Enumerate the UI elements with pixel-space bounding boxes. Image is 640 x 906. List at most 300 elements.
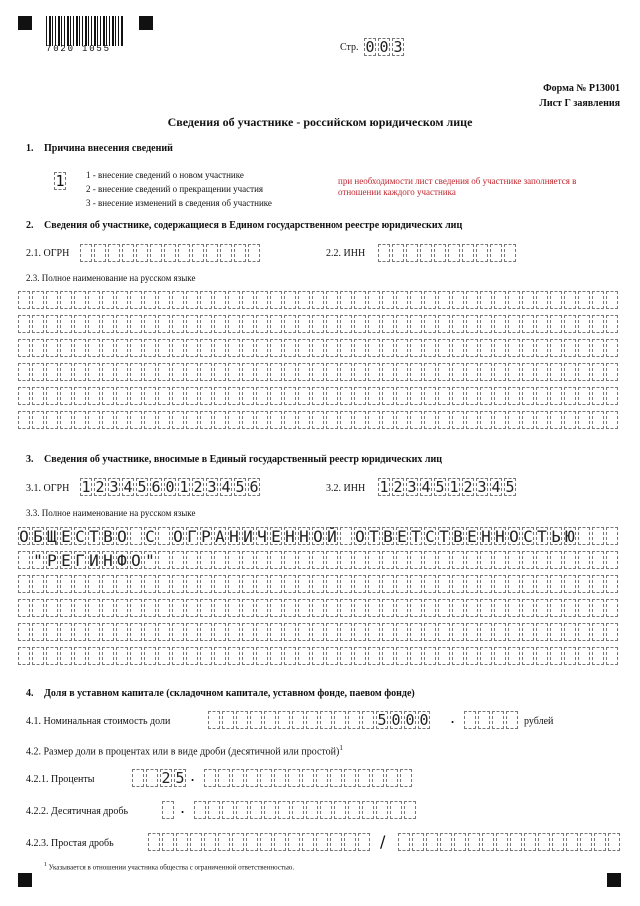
input-cell: [60, 623, 72, 641]
input-cell: [480, 315, 492, 333]
input-cell: [284, 647, 296, 665]
input-cell: [222, 711, 234, 729]
input-cell: [228, 291, 240, 309]
input-cell: [438, 315, 450, 333]
percent-fraction-field[interactable]: [204, 769, 414, 789]
input-cell: [260, 769, 272, 787]
input-cell: [478, 711, 490, 729]
name-row[interactable]: [18, 575, 620, 595]
input-cell: [522, 387, 534, 405]
input-cell: 3: [407, 478, 417, 496]
input-cell: [158, 551, 170, 569]
input-cell: [298, 363, 310, 381]
input-cell: [340, 551, 352, 569]
input-cell: [438, 363, 450, 381]
input-cell: [232, 769, 244, 787]
barcode-number: 7020 1055: [46, 44, 111, 54]
input-cell: [172, 363, 184, 381]
input-cell: [130, 599, 142, 617]
input-cell: [524, 833, 536, 851]
page-number-field[interactable]: [364, 38, 406, 58]
input-cell: [424, 411, 436, 429]
corner-marker-top-right: [139, 16, 153, 30]
decimal-field[interactable]: [162, 801, 176, 821]
fraction-separator: /: [380, 832, 386, 851]
input-cell: [130, 363, 142, 381]
input-cell: [480, 647, 492, 665]
input-cell: [550, 551, 562, 569]
input-cell: [382, 363, 394, 381]
input-cell: [396, 411, 408, 429]
input-cell: [278, 711, 290, 729]
reason-option-1: 1 - внесение сведений о новом участнике: [86, 170, 244, 180]
input-cell: [410, 647, 422, 665]
input-cell: [358, 769, 370, 787]
input-cell: [298, 315, 310, 333]
input-cell: [424, 551, 436, 569]
input-cell: [424, 647, 436, 665]
input-cell: [312, 647, 324, 665]
input-cell: [206, 244, 218, 262]
input-cell: [116, 623, 128, 641]
input-cell: [592, 315, 604, 333]
input-cell: [494, 315, 506, 333]
currency-label: рублей: [524, 716, 554, 727]
input-cell: [466, 411, 478, 429]
input-cell: [130, 387, 142, 405]
input-cell: [550, 623, 562, 641]
input-cell: [200, 387, 212, 405]
input-cell: [144, 387, 156, 405]
input-cell: [256, 623, 268, 641]
inn-field-new[interactable]: [378, 478, 518, 498]
input-cell: [606, 339, 618, 357]
input-cell: Н: [299, 527, 309, 546]
input-cell: [564, 599, 576, 617]
input-cell: [242, 291, 254, 309]
nominal-label: 4.1. Номинальная стоимость доли: [26, 716, 171, 727]
input-cell: С: [145, 527, 155, 546]
input-cell: [144, 599, 156, 617]
input-cell: [178, 244, 190, 262]
corner-marker-bottom-right: [607, 873, 621, 887]
input-cell: [490, 244, 502, 262]
input-cell: [508, 291, 520, 309]
reason-option-2: 2 - внесение сведений о прекращении участия: [86, 184, 264, 194]
input-cell: [130, 575, 142, 593]
input-cell: [32, 315, 44, 333]
input-cell: [284, 291, 296, 309]
input-cell: [550, 315, 562, 333]
input-cell: [494, 551, 506, 569]
input-cell: [368, 339, 380, 357]
input-cell: [284, 339, 296, 357]
footnote: $^1$ Указывается в отношении участника общества с ограниченной ответственностью.: [44, 862, 295, 872]
input-cell: [32, 339, 44, 357]
input-cell: [298, 623, 310, 641]
fraction-denominator-field[interactable]: [398, 833, 622, 853]
input-cell: [420, 244, 432, 262]
input-cell: 1: [81, 478, 91, 496]
input-cell: 5: [377, 711, 387, 729]
input-cell: [190, 833, 202, 851]
input-cell: [204, 833, 216, 851]
input-cell: [592, 551, 604, 569]
input-cell: [302, 833, 314, 851]
input-cell: [172, 387, 184, 405]
input-cell: [234, 244, 246, 262]
input-cell: [452, 339, 464, 357]
input-cell: [186, 599, 198, 617]
input-cell: [424, 387, 436, 405]
input-cell: [218, 833, 230, 851]
input-cell: [116, 315, 128, 333]
input-cell: [606, 387, 618, 405]
input-cell: [592, 363, 604, 381]
input-cell: [130, 647, 142, 665]
input-cell: [424, 339, 436, 357]
input-cell: [412, 833, 424, 851]
input-cell: [550, 291, 562, 309]
input-cell: [102, 315, 114, 333]
ogrn-field-new[interactable]: [80, 478, 262, 498]
input-cell: [256, 551, 268, 569]
input-cell: [396, 623, 408, 641]
input-cell: Г: [75, 551, 85, 570]
input-cell: [476, 244, 488, 262]
input-cell: [344, 833, 356, 851]
input-cell: [236, 711, 248, 729]
input-cell: [316, 833, 328, 851]
name-row[interactable]: [18, 411, 620, 431]
input-cell: [18, 551, 30, 569]
input-cell: 1: [449, 478, 459, 496]
input-cell: [122, 244, 134, 262]
input-cell: Б: [33, 527, 43, 546]
input-cell: [522, 647, 534, 665]
input-cell: [194, 801, 206, 819]
input-cell: 0: [405, 711, 415, 729]
input-cell: [18, 575, 30, 593]
input-cell: [326, 575, 338, 593]
barcode: [46, 16, 124, 46]
input-cell: [536, 647, 548, 665]
input-cell: [396, 339, 408, 357]
input-cell: [158, 387, 170, 405]
input-cell: О: [509, 527, 519, 546]
input-cell: [200, 291, 212, 309]
name-row[interactable]: [18, 623, 620, 643]
input-cell: [158, 575, 170, 593]
input-cell: 0: [365, 38, 375, 56]
input-cell: 3: [477, 478, 487, 496]
input-cell: [18, 647, 30, 665]
input-cell: [102, 647, 114, 665]
input-cell: [368, 363, 380, 381]
input-cell: [494, 411, 506, 429]
page-title: Сведения об участнике - российском юридическом лице: [167, 115, 473, 129]
input-cell: [448, 244, 460, 262]
input-cell: Н: [285, 527, 295, 546]
input-cell: [362, 711, 374, 729]
input-cell: [578, 291, 590, 309]
input-cell: Т: [89, 527, 99, 546]
input-cell: [550, 363, 562, 381]
input-cell: [396, 387, 408, 405]
input-cell: [172, 599, 184, 617]
input-cell: [214, 291, 226, 309]
input-cell: 0: [165, 478, 175, 496]
input-cell: [522, 411, 534, 429]
name-row[interactable]: [18, 599, 620, 619]
input-cell: [46, 647, 58, 665]
input-cell: [298, 411, 310, 429]
input-cell: [164, 244, 176, 262]
input-cell: [88, 623, 100, 641]
input-cell: [594, 833, 606, 851]
input-cell: [144, 411, 156, 429]
input-cell: [550, 575, 562, 593]
input-cell: [148, 833, 160, 851]
input-cell: С: [425, 527, 435, 546]
input-cell: [200, 647, 212, 665]
input-cell: [438, 339, 450, 357]
input-cell: [326, 623, 338, 641]
input-cell: В: [383, 527, 393, 546]
input-cell: [298, 599, 310, 617]
input-cell: [354, 339, 366, 357]
decimal-fraction-field[interactable]: [194, 801, 418, 821]
input-cell: [200, 315, 212, 333]
input-cell: [466, 363, 478, 381]
corner-marker-top-left: [18, 16, 32, 30]
input-cell: [382, 387, 394, 405]
input-cell: [326, 647, 338, 665]
input-cell: [74, 291, 86, 309]
input-cell: [368, 291, 380, 309]
input-cell: [326, 599, 338, 617]
input-cell: [578, 551, 590, 569]
input-cell: [564, 363, 576, 381]
input-cell: [284, 551, 296, 569]
input-cell: [60, 387, 72, 405]
footnote-marker: 1: [44, 862, 47, 868]
input-cell: [32, 291, 44, 309]
input-cell: [192, 244, 204, 262]
input-cell: [130, 411, 142, 429]
input-cell: [424, 291, 436, 309]
input-cell: [466, 387, 478, 405]
name-row[interactable]: [18, 551, 620, 571]
input-cell: Т: [411, 527, 421, 546]
input-cell: [298, 575, 310, 593]
input-cell: [144, 315, 156, 333]
input-cell: [434, 244, 446, 262]
input-cell: [494, 623, 506, 641]
input-cell: [340, 363, 352, 381]
name-row[interactable]: [18, 647, 620, 667]
input-cell: Ю: [565, 527, 575, 546]
reason-code-field[interactable]: 1: [55, 172, 65, 190]
input-cell: 2: [193, 478, 203, 496]
input-cell: [404, 801, 416, 819]
input-cell: [306, 801, 318, 819]
input-cell: [536, 551, 548, 569]
input-cell: [564, 575, 576, 593]
input-cell: [536, 623, 548, 641]
nominal-fraction-field[interactable]: [464, 711, 520, 731]
input-cell: 4: [123, 478, 133, 496]
input-cell: [74, 575, 86, 593]
input-cell: [452, 411, 464, 429]
input-cell: [60, 647, 72, 665]
input-cell: [250, 801, 262, 819]
input-cell: [340, 387, 352, 405]
input-cell: [424, 315, 436, 333]
page-label: Стр.: [340, 42, 359, 53]
input-cell: [326, 411, 338, 429]
input-cell: [228, 411, 240, 429]
input-cell: [80, 244, 92, 262]
input-cell: [508, 575, 520, 593]
input-cell: [522, 599, 534, 617]
input-cell: [536, 339, 548, 357]
input-cell: [592, 647, 604, 665]
input-cell: [116, 647, 128, 665]
input-cell: 3: [109, 478, 119, 496]
input-cell: [330, 833, 342, 851]
input-cell: [382, 623, 394, 641]
input-cell: [466, 599, 478, 617]
input-cell: [592, 599, 604, 617]
input-cell: 0: [379, 38, 389, 56]
input-cell: [256, 387, 268, 405]
input-cell: [440, 833, 452, 851]
input-cell: [382, 575, 394, 593]
section1-heading: Причина внесения сведений: [44, 143, 173, 154]
input-cell: [46, 411, 58, 429]
name-row[interactable]: [18, 339, 620, 359]
fraction-numerator-field[interactable]: [148, 833, 372, 853]
name-row[interactable]: [18, 527, 620, 547]
section4-number: 4.: [26, 688, 34, 699]
input-cell: [158, 599, 170, 617]
input-cell: [214, 623, 226, 641]
input-cell: [340, 575, 352, 593]
input-cell: [564, 339, 576, 357]
input-cell: [382, 599, 394, 617]
input-cell: [396, 599, 408, 617]
input-cell: [284, 599, 296, 617]
name-label-2: 2.3. Полное наименование на русском языке: [26, 273, 196, 283]
input-cell: [508, 387, 520, 405]
input-cell: [424, 575, 436, 593]
section3-heading: Сведения об участнике, вносимые в Единый государственный реестр юридических лиц: [44, 454, 443, 465]
input-cell: [382, 411, 394, 429]
input-cell: [246, 769, 258, 787]
input-cell: [88, 647, 100, 665]
input-cell: [578, 339, 590, 357]
input-cell: Г: [187, 527, 197, 546]
input-cell: [132, 769, 144, 787]
nominal-dot: .: [450, 708, 456, 727]
input-cell: [550, 599, 562, 617]
name-row[interactable]: [18, 315, 620, 335]
input-cell: [242, 551, 254, 569]
input-cell: [172, 647, 184, 665]
input-cell: 0: [391, 711, 401, 729]
input-cell: [186, 339, 198, 357]
input-cell: [186, 363, 198, 381]
inn-field-current[interactable]: [378, 244, 518, 264]
nominal-value-field[interactable]: [208, 711, 432, 731]
decimal-label: 4.2.2. Десятичная дробь: [26, 806, 129, 817]
input-cell: [410, 291, 422, 309]
input-cell: Н: [229, 527, 239, 546]
input-cell: 1: [379, 478, 389, 496]
input-cell: [410, 315, 422, 333]
input-cell: [270, 599, 282, 617]
input-cell: [564, 315, 576, 333]
input-cell: [606, 623, 618, 641]
input-cell: [46, 623, 58, 641]
input-cell: [522, 339, 534, 357]
input-cell: [382, 551, 394, 569]
input-cell: [256, 411, 268, 429]
input-cell: [536, 315, 548, 333]
input-cell: [186, 387, 198, 405]
input-cell: [158, 339, 170, 357]
input-cell: [566, 833, 578, 851]
input-cell: [228, 599, 240, 617]
input-cell: [284, 623, 296, 641]
input-cell: [186, 291, 198, 309]
input-cell: [46, 315, 58, 333]
input-cell: [74, 623, 86, 641]
input-cell: [214, 363, 226, 381]
input-cell: [454, 833, 466, 851]
input-cell: [32, 411, 44, 429]
percent-label: 4.2.1. Проценты: [26, 774, 95, 785]
input-cell: [116, 575, 128, 593]
input-cell: [242, 599, 254, 617]
input-cell: [494, 575, 506, 593]
input-cell: [18, 339, 30, 357]
input-cell: [452, 387, 464, 405]
name-row[interactable]: [18, 363, 620, 383]
input-cell: [18, 599, 30, 617]
input-cell: [438, 291, 450, 309]
ogrn-field-current[interactable]: [80, 244, 262, 264]
input-cell: [278, 801, 290, 819]
input-cell: [494, 387, 506, 405]
percent-field[interactable]: [132, 769, 188, 789]
input-cell: [298, 551, 310, 569]
input-cell: [320, 801, 332, 819]
section3-number: 3.: [26, 454, 34, 465]
input-cell: [172, 315, 184, 333]
input-cell: [284, 363, 296, 381]
name-row[interactable]: [18, 387, 620, 407]
input-cell: [312, 363, 324, 381]
size-label: 4.2. Размер доли в процентах или в виде дроби (десятичной или простой)$^1$: [26, 744, 343, 758]
input-cell: [368, 599, 380, 617]
input-cell: [510, 833, 522, 851]
name-row[interactable]: [18, 291, 620, 311]
input-cell: [410, 411, 422, 429]
input-cell: [550, 387, 562, 405]
input-cell: [452, 599, 464, 617]
